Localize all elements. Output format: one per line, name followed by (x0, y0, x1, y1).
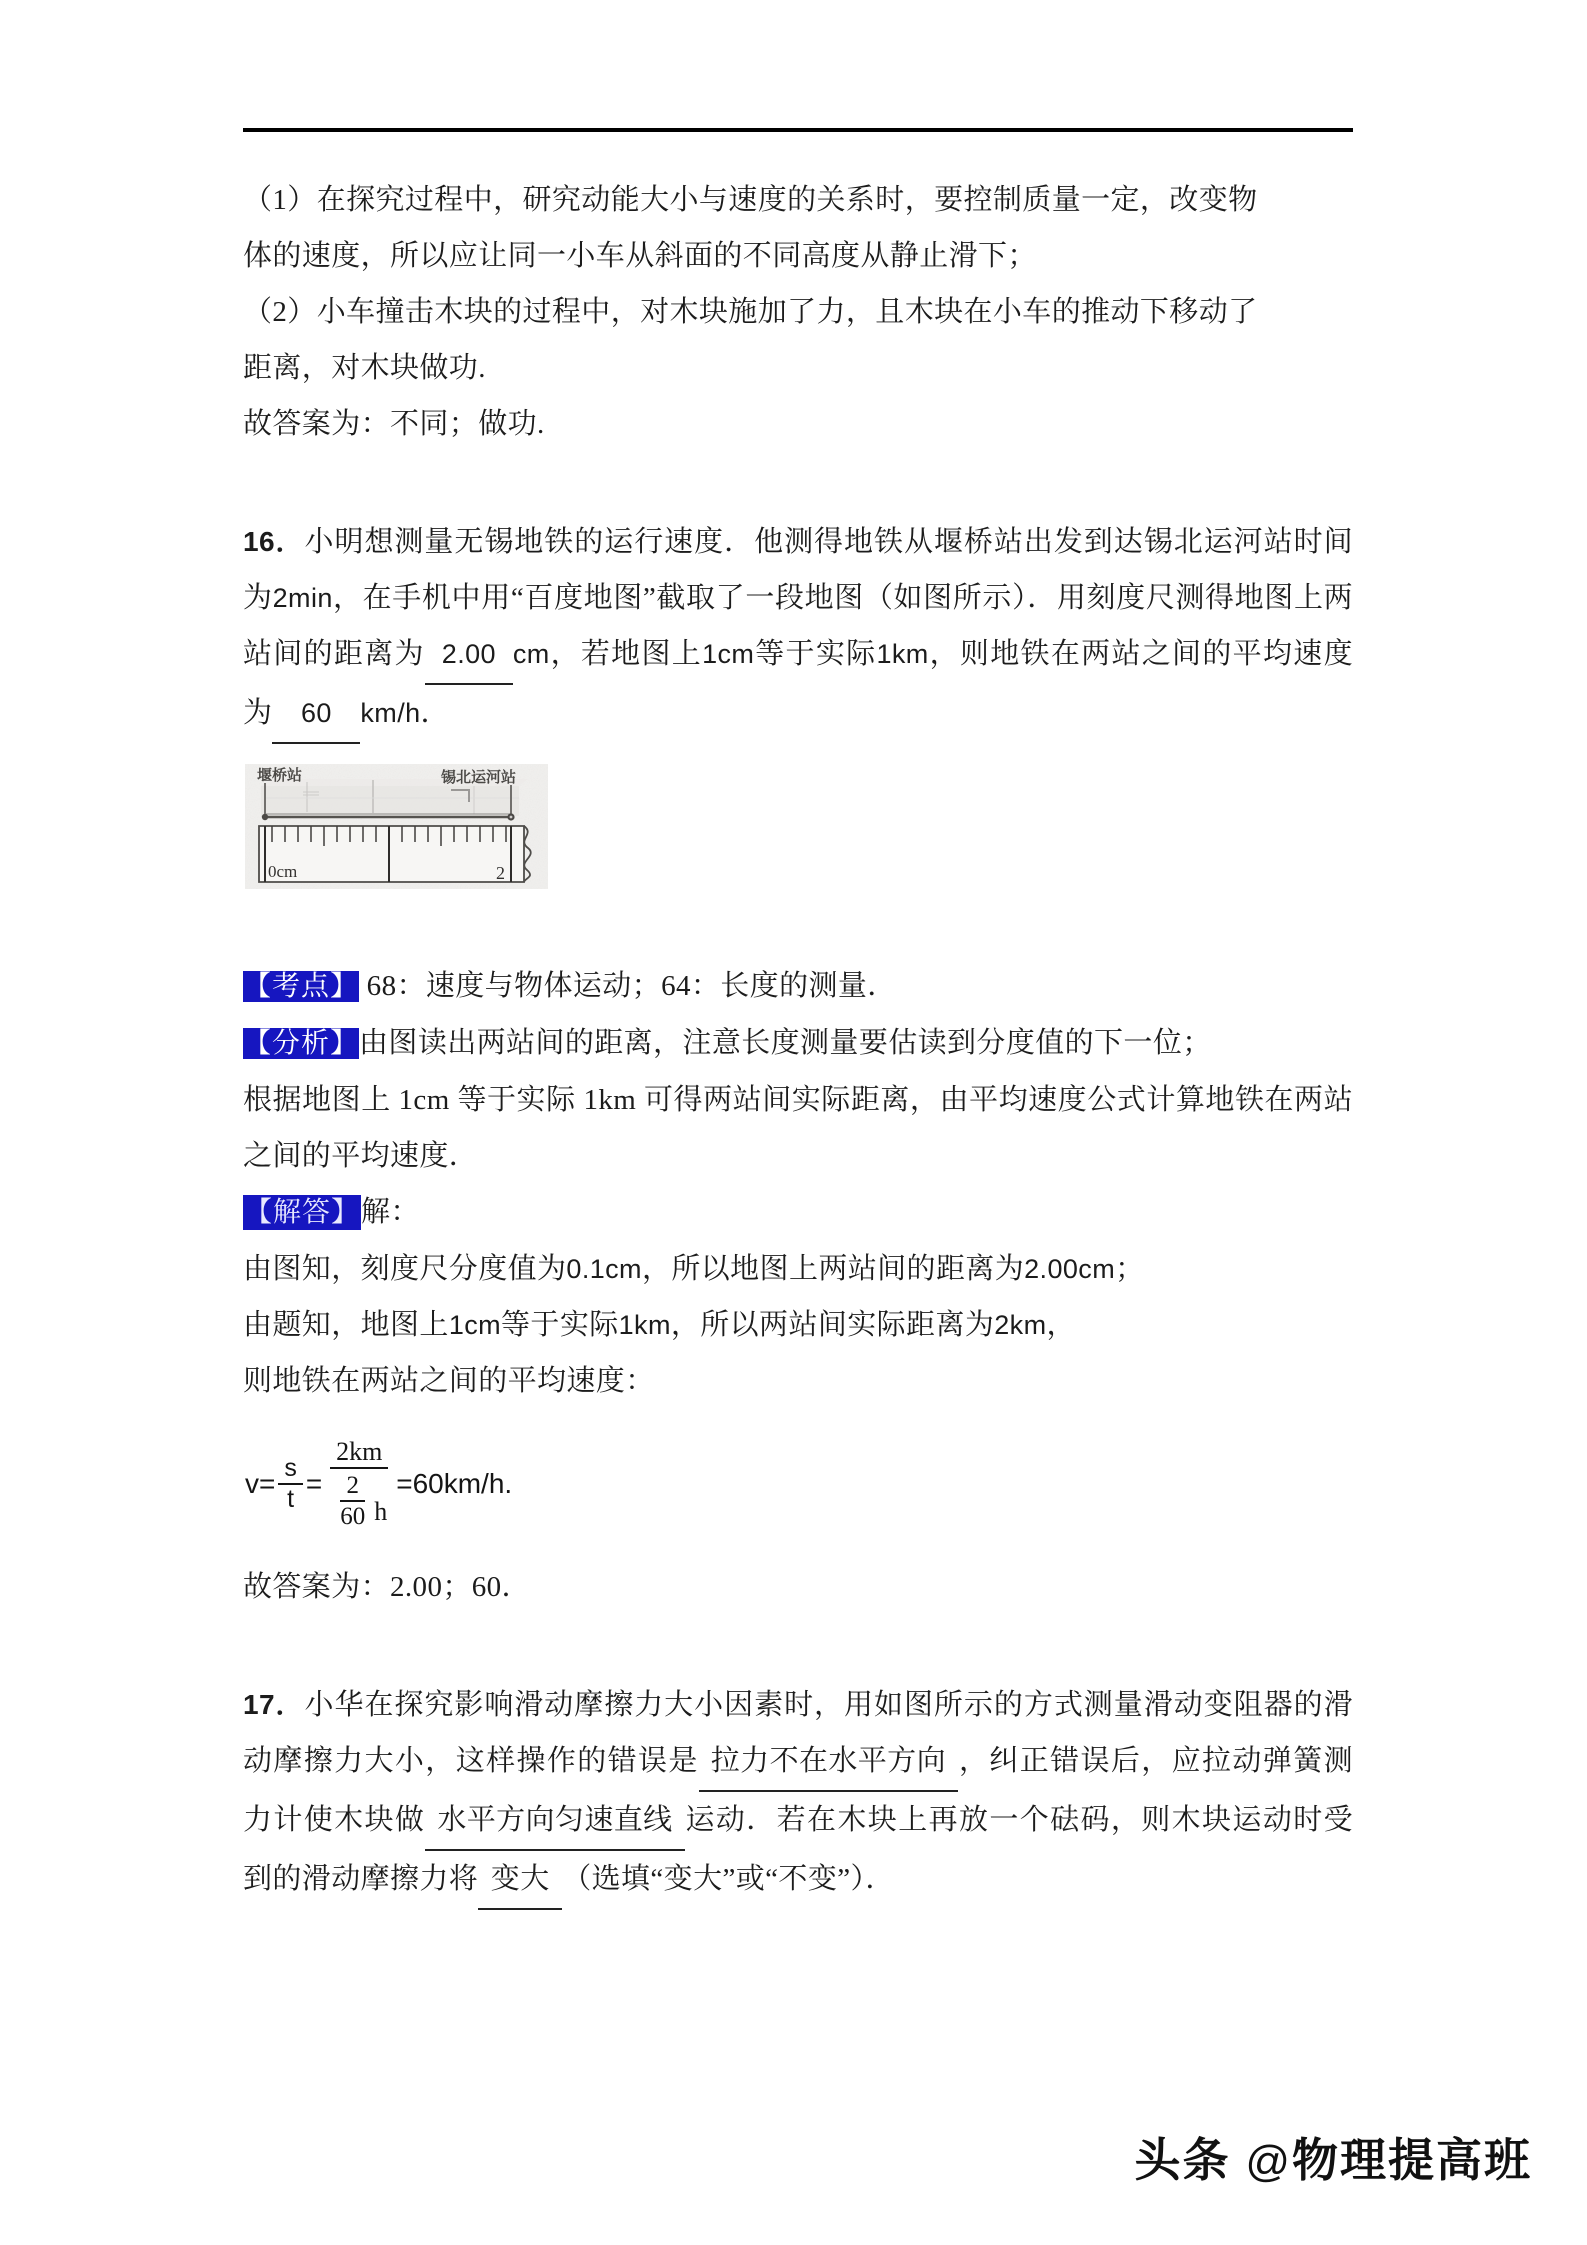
jieda-l1-a: 由图知，刻度尺分度值为 (243, 1253, 567, 1285)
formula-f2-num: 2km (330, 1439, 388, 1469)
jieda-l2-b: 等于实际 (501, 1309, 619, 1341)
formula-equals: = (305, 1468, 323, 1499)
q16-stem-part-3: ，若地图上 (549, 638, 703, 670)
q16-scale-map: 1cm (702, 639, 755, 669)
formula-frac-s-over-t (278, 1456, 303, 1512)
jieda-l2-c: ，所以两站间实际距离为 (670, 1309, 995, 1341)
q16-stem-part-1: 小明想测量无锡地铁的运行速度．他测得地铁从堰桥站出发到达锡北运河站时间为 (243, 526, 1353, 614)
map-ruler-figure-svg (245, 764, 548, 889)
q16-stem-part-2: ，在手机中用“百度地图”截取了一段地图（如图所示）．用刻度尺测得地图上两站间的距离为 (243, 582, 1353, 670)
q17-part-2: ，纠正错误后，应拉动弹簧测力计使木块做 (243, 1745, 1353, 1836)
formula-inner-den: 60 (340, 1503, 366, 1530)
q16-blank-speed[interactable]: 60 (272, 685, 360, 744)
q16-jieda-line-2 (243, 1297, 1353, 1353)
formula-inner-num: 2 (340, 1473, 365, 1502)
q16-fenxi-line-1 (243, 1015, 1353, 1072)
q17-blank-error[interactable]: 拉力不在水平方向 (699, 1733, 958, 1792)
jieda-l2-v3: 2km (994, 1310, 1047, 1340)
watermark-at: @ (1245, 2137, 1292, 2186)
formula-f1-num: s (278, 1456, 303, 1485)
q16-stem-part-4: 等于实际 (754, 638, 877, 670)
jieda-l2-d: ， (1046, 1309, 1076, 1341)
q16-kaodian (243, 958, 1353, 1015)
ruler-two-label: 2 (496, 863, 505, 883)
q16-blank-distance[interactable]: 2.00 (425, 626, 513, 685)
q16-formula-row (243, 1439, 1353, 1529)
q16-unit-kmh: km/h (360, 698, 421, 728)
spacer (243, 1409, 1353, 1439)
watermark-account: 物理提高班 (1292, 2134, 1532, 2186)
q16-fenxi-line-2: 根据地图上 1cm 等于实际 1km 可得两站间实际距离，由平均速度公式计算地铁在两站之间的平均速度． (243, 1084, 1353, 1172)
spacer (243, 744, 1353, 758)
jieda-l1-v2: 2.00cm (1024, 1254, 1116, 1284)
q16-time-value: 2min (272, 583, 333, 613)
formula-f2-den (325, 1469, 393, 1529)
q16-unit-cm: cm (512, 639, 550, 669)
q17-part-3: 运动．若在木块上再放一个砝码，则木块运动时受到的滑动摩擦力将 (243, 1804, 1353, 1895)
jieda-tag: 【解答】 (244, 1197, 361, 1228)
q16-jieda-line-3: 则地铁在两站之间的平均速度： (243, 1365, 655, 1397)
kaodian-tag: 【考点】 (243, 971, 360, 1002)
watermark (1135, 2124, 1532, 2190)
kaodian-text: 68：速度与物体运动；64：长度的测量． (366, 970, 897, 1002)
formula-f1-den: t (287, 1485, 295, 1513)
q17-number: 17． (243, 1689, 305, 1720)
q17-part-4: （选填“变大”或“不变”）． (562, 1863, 895, 1895)
formula-inner-unit: h (374, 1497, 388, 1526)
jieda-l2-v1: 1cm (448, 1310, 502, 1340)
formula-inner-frac (334, 1473, 371, 1529)
jieda-l1-b: ，所以地图上两站间的距离为 (641, 1253, 1025, 1285)
q17-part-1: 小华在探究影响滑动摩擦力大小因素时，用如图所示的方式测量滑动变阻器的滑动摩擦力大小，这样操作的错误是 (243, 1689, 1353, 1777)
q15-solution-line-4: 距离，对木块做功. (243, 352, 486, 384)
q16-jieda-head (243, 1184, 1353, 1241)
q17-blank-motion[interactable]: 水平方向匀速直线 (425, 1792, 684, 1851)
q16-stem-end: ． (420, 697, 450, 729)
jieda-l1-c: ； (1115, 1253, 1145, 1285)
q16-jieda-line-1 (243, 1241, 1353, 1297)
q15-answer-line: 故答案为：不同；做功. (243, 408, 545, 440)
q17-blank-friction[interactable]: 变大 (478, 1851, 562, 1910)
q15-solution-line-1: （1）在探究过程中，研究动能大小与速度的关系时，要控制质量一定，改变物 (243, 184, 1258, 216)
q17-stem (243, 1677, 1353, 1910)
average-speed-formula (245, 1439, 512, 1529)
spacer (243, 1529, 1353, 1559)
q16-answer-line: 故答案为：2.00；60． (243, 1571, 531, 1603)
formula-frac-main (325, 1439, 393, 1529)
left-station-label: 堰桥站 (257, 768, 303, 784)
spacer (243, 452, 1353, 514)
jieda-l1-v1: 0.1cm (566, 1254, 642, 1284)
q15-solution-line-3: （2）小车撞击木块的过程中，对木块施加了力，且木块在小车的推动下移动了 (243, 296, 1258, 328)
q16-scale-real: 1km (876, 639, 929, 669)
q16-stem-part-5: ，则地铁在两站之间的平均速度为 (243, 638, 1353, 729)
fenxi-tag: 【分析】 (243, 1028, 360, 1059)
jieda-lead: 解： (361, 1196, 420, 1228)
jieda-l2-a: 由题知，地图上 (243, 1309, 449, 1341)
watermark-brand: 头条 (1134, 2134, 1231, 2186)
fenxi-text-1: 由图读出两站间的距离，注意长度测量要估读到分度值的下一位； (359, 1027, 1212, 1059)
q15-solution-line-2: 体的速度，所以应让同一小车从斜面的不同高度从静止滑下； (243, 240, 1037, 272)
right-station-label: 锡北运河站 (441, 770, 517, 786)
header-divider (243, 128, 1353, 132)
q16-stem (243, 514, 1353, 744)
page-content (243, 128, 1353, 1910)
formula-result: =60km/h. (396, 1468, 513, 1499)
spacer (243, 1615, 1353, 1677)
ruler-zero-label: 0cm (268, 862, 298, 881)
formula-lhs: v= (245, 1468, 276, 1499)
jieda-l2-v2: 1km (618, 1310, 671, 1340)
q16-number: 16． (243, 526, 305, 557)
